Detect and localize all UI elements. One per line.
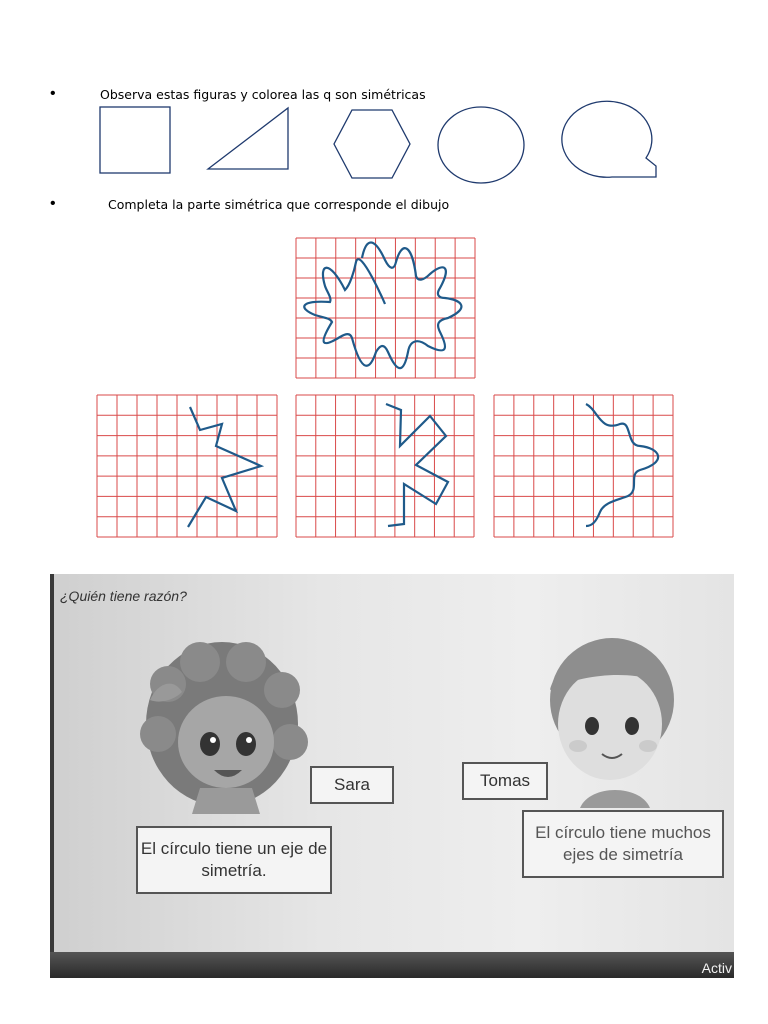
question-text: ¿Quién tiene razón? [60, 588, 187, 604]
tomas-illustration [550, 638, 674, 808]
activate-windows-text: Activ [701, 960, 732, 976]
grid-exercise-1 [97, 395, 277, 537]
tomas-statement-box [522, 810, 724, 878]
grid-exercise-2 [296, 395, 474, 537]
half-drawing-1 [188, 407, 261, 527]
sara-illustration [140, 642, 308, 814]
instruction-1: Observa estas figuras y colorea las q son simétricas [100, 87, 426, 102]
textbook-photo [50, 574, 734, 978]
bullet-1: • [50, 85, 56, 102]
sara-statement-box [136, 826, 332, 894]
tomas-name: Tomas [479, 771, 531, 790]
sara-name-box [310, 766, 394, 804]
half-drawing-3 [586, 404, 658, 526]
flower-drawing [304, 243, 461, 369]
tomas-statement: El círculo tiene muchos ejes de simetría [535, 823, 711, 864]
taskbar [50, 952, 734, 978]
instruction-2: Completa la parte simétrica que corresponde el dibujo [108, 197, 450, 212]
sara-name: Sara [334, 775, 370, 794]
grid-exercise-3 [494, 395, 673, 537]
bullet-2: • [50, 195, 56, 212]
sara-statement: El círculo tiene un eje de simetría. [140, 839, 328, 880]
tomas-name-box [462, 762, 548, 800]
